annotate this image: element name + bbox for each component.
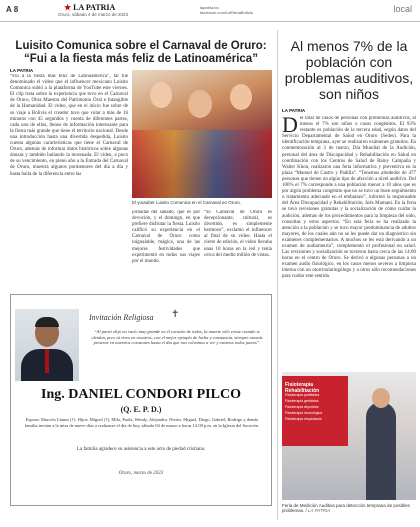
hearing-photo-caption: Feria de Medición Auditiva para detección temprana de posibles problemas. / LA PATRIA — [282, 503, 410, 514]
obituary-thanks: La familia agradece su asistencia a este acto de piedad cristiana. — [76, 447, 206, 452]
carnival-photo — [132, 70, 272, 198]
page-header — [0, 0, 420, 22]
photo-person — [366, 402, 396, 500]
logo-text: LA PATRIA — [73, 3, 116, 12]
obituary-quote: “Al partir dejo un vacío muy grande en el corazón de todos, la muerte sólo existe cuando te olvidan, pero tú vives en nosotros, con el mejor ejemplo de lucha y constancia, siempre estarás presente en nuestros corazones hasta el día que nos volvamos a ver y estemos todos juntos”. — [91, 329, 263, 346]
facebook-link: facebook.com/LaPatriaBolivia — [200, 10, 253, 15]
portrait-tie — [45, 349, 49, 373]
banner-item: Fisioterapia respiratoria — [285, 417, 322, 421]
left-article-kicker: LA PATRIA — [10, 68, 34, 73]
page-number: A 8 — [6, 5, 19, 14]
caption-text: Feria de Medición Auditiva para detección temprana de posibles problemas. — [282, 503, 410, 514]
banner-item: Fisioterapia deportiva — [285, 405, 319, 409]
section-name: local — [393, 4, 412, 14]
header-contact — [200, 5, 253, 15]
hearing-fair-photo — [282, 372, 416, 500]
banner-item: Fisioterapia neurológica — [285, 411, 323, 415]
right-article-text: el total de casos de personas con problemas auditivos, al menos el 7% son niños o casos congénitos. El 93% restante es población de la tercera edad, según datos del Servicio Departamental de Salud en Oruro (Sedes). Para la identificación temprana, ayer se realizaron exámenes gratuitos. En conmemoración al 3 de marzo, Día Mundial de la Audición, personal del área de Discapacidad y Rehabilitación en Salud en coordinación con los Centros de Salud de Rainy Campaña y Walter Khon, realizaron una feria informativa y preventiva en la plaza “Manuel de Castro y Padilla”. “Tenemos alrededor de 477 personas que tienen un algún tipo de afección a nivel auditivo. Del 100% el 7% corresponde a una población menor a 10 años que es por algún problema congénito que no se tuvo un buen seguimiento o tratamiento adecuado en el embarazo”, informó la responsable del Área Discapacidad y Rehabilitación, Inés Mamani. En la feria se tuvo revisiones gratuitas y la socialización de cómo cuidar la audición, además de los procedimientos para la limpieza del oído, consultas y otros aspectos. “En esta feria se ha realizado la atención a la población y se tuvo mayor predominancia de adultos mayores, de los cuales aún no se les puede dar un diagnóstico sin exámenes complementarios. A muchos se les está derivando a un examen de audiometría”, complementó el profesional en salud. Las revisiones y socialización se tuvieron hasta cerca de las 14:00 horas en el centro de Oruro. Se derivó a algunas personas a un examen audio fisiológico, en los casos menos severos a limpieza interna con un otorrinolaringólogo y a otros sólo recomendaciones para cuidar este sentido. — [282, 116, 416, 280]
left-article-col1: “Fui a la fiesta más feliz de Latinoamérica”, tal fue denominado el video que el influencer mexicano Luisito Comunica subió a la plataforma de YouTube este viernes. El clip trata sobre la experiencia que tuvo en el Carnaval de Oruro, Obra Maestra del Patrimonio Oral e Intangible de la Humanidad. El video, que en el inicio fue sobre de su viaje a Bolivia el creador tuvo que volar a más de 16 minutos con 45 segundos y cuenta de diferentes partes, cada uno de ellos, llenos de información interesante para la fiesta más grande que tiene el territorio nacional. Desde una introducción hasta una divertida despedida, Luisito cuenta algunas características que tiene el Carnaval de Oruro, además de informar datos históricos sobre algunas danzas y también bailando la morenada. El video, a poco de su vencimiento, en pleno año a la Entrada del Carnaval de Oruro, muestra algunos pormenores del día a día y hasta baila de la diferencia entre las — [10, 74, 128, 177]
cross-icon: ✝ — [171, 309, 180, 320]
newspaper-logo — [64, 3, 115, 12]
obituary-notice — [10, 294, 272, 506]
column-divider — [277, 30, 278, 520]
qepd-label: (Q. E. P. D.) — [120, 405, 162, 414]
drop-cap: D — [282, 116, 298, 137]
right-article-body — [282, 116, 416, 364]
issue-date: Oruro, sábado 4 de marzo de 2023 — [58, 12, 129, 17]
website: lapatria.bo — [200, 5, 219, 10]
banner-list — [285, 392, 343, 422]
obituary-family: Esposa: Marcela Llanos (†). Hijos: Miguel (†), Milo, Paola, Wendy, Alejandro. Nietos: Miguel, Diego, Gabriel, Rodrigo y demás familia invitan a la misa de nueve días a realizarse el día de hoy, sábado 04 de marzo a horas 12:00 p.m. en la Iglesia del Socavón. — [24, 417, 260, 428]
left-article-col2: jornadas del sábado, que es por devoción, y el domingo, en que prefiere disfrutar la fiesta. Luisito calificó su experiencia en el Carnaval de Oruro como inigualable, mágica, una de las mejores festividades que experimentó en todos sus viajes por el mundo. — [132, 210, 200, 264]
left-article-title: Luisito Comunica sobre el Carnaval de Oruro: “Fui a la fiesta más feliz de Latinoamérica” — [15, 40, 267, 65]
banner-item: Fisioterapia pediátrica — [285, 393, 320, 397]
portrait-hair — [35, 317, 59, 327]
right-article-kicker: LA PATRIA — [282, 108, 306, 113]
banner-title: Fisioterapia Rehabilitación — [285, 382, 320, 394]
right-article-title: Al menos 7% de la población con problemas auditivos, son niños — [284, 38, 414, 102]
photo-face — [230, 84, 252, 110]
banner-item: Fisioterapia geriátrica — [285, 399, 319, 403]
obituary-place-date: Oruro, marzo de 2023 — [118, 471, 164, 476]
photo-face — [372, 388, 390, 408]
obituary-heading: Invitación Religiosa — [89, 313, 154, 322]
logo-star-icon: ★ — [64, 3, 72, 12]
photo-face — [150, 82, 172, 108]
rehab-banner — [282, 376, 348, 446]
carnival-photo-caption: El youtuber Luisito Comunica en el Carnaval en Oruro. — [132, 200, 242, 205]
photo-costume-band — [132, 130, 272, 198]
obituary-portrait — [15, 309, 79, 381]
photo-face — [188, 90, 212, 118]
deceased-name: Ing. DANIEL CONDORI PILCO — [41, 387, 241, 402]
photo-credit: LA PATRIA — [308, 508, 331, 514]
left-article-col3: “El Carnaval de Oruro es decepcionante, cultural, es divertido, es simplemente hermoso”, exclamó el influencer al final de su video. Hasta el cierre de edición, el video llevaba unas 10 horas en la red y tenía cerca del medio millón de vistas. — [204, 210, 272, 258]
